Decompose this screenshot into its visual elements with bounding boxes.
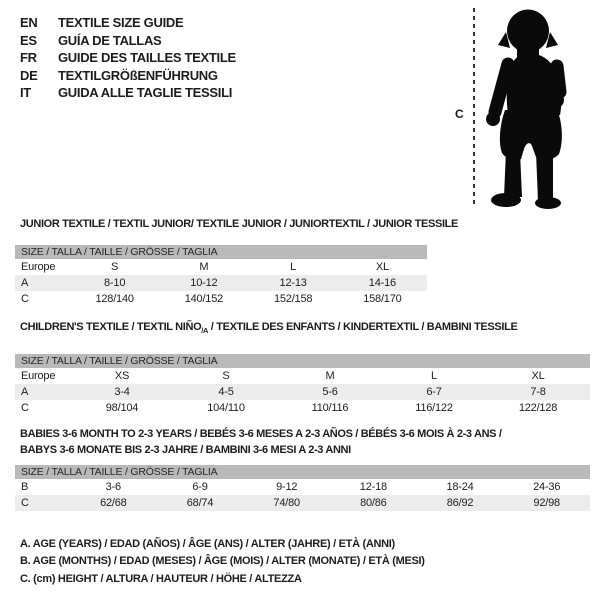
table-row xyxy=(15,368,590,384)
language-row xyxy=(20,14,236,32)
table-cell: 4-5 xyxy=(218,386,234,399)
row-label: C xyxy=(21,497,29,509)
size-table-rows xyxy=(15,479,590,511)
section-title-line2: BABYS 3-6 MONATE BIS 2-3 JAHRE / BAMBINI 3-6 MESI A 2-3 ANNI xyxy=(20,444,351,456)
language-title: GUIDE DES TAILLES TEXTILE xyxy=(58,50,236,65)
table-cell: M xyxy=(325,370,335,383)
toddler-silhouette-image xyxy=(475,0,600,220)
footnote-b: B. AGE (MONTHS) / EDAD (MESES) / ÂGE (MOIS) / ALTER (MONATE) / ETÀ (MESI) xyxy=(20,555,425,568)
language-code: EN xyxy=(20,15,38,30)
language-row xyxy=(20,49,236,67)
size-table-header: SIZE / TALLA / TAILLE / GRÖSSE / TAGLIA xyxy=(15,465,590,479)
table-row xyxy=(15,495,590,511)
section-babies-textile xyxy=(0,426,600,511)
language-title: GUIDA ALLE TAGLIE TESSILI xyxy=(58,85,233,100)
table-cell: 18-24 xyxy=(446,481,474,493)
section-title xyxy=(20,216,600,232)
section-title-subscript: /A xyxy=(201,326,209,336)
language-code: IT xyxy=(20,85,31,100)
section-title xyxy=(20,426,600,442)
table-row xyxy=(15,275,427,291)
language-code: FR xyxy=(20,50,37,65)
table-cell: S xyxy=(111,261,119,273)
table-row xyxy=(15,400,590,416)
table-cell: 86/92 xyxy=(446,497,474,509)
size-table-junior xyxy=(15,245,427,307)
size-table-header: SIZE / TALLA / TAILLE / GRÖSSE / TAGLIA xyxy=(15,245,427,259)
table-cell: 98/104 xyxy=(105,402,139,415)
table-cell: L xyxy=(290,261,297,273)
section-junior-textile xyxy=(0,216,600,307)
table-cell: 3-6 xyxy=(105,481,121,493)
table-cell: XL xyxy=(531,370,545,383)
language-row xyxy=(20,67,236,85)
size-table-header: SIZE / TALLA / TAILLE / GRÖSSE / TAGLIA xyxy=(15,354,590,368)
table-cell: S xyxy=(222,370,230,383)
table-cell: 116/122 xyxy=(415,402,453,415)
size-table-children xyxy=(15,354,590,416)
table-cell: 7-8 xyxy=(530,386,546,399)
language-code: DE xyxy=(20,67,38,83)
table-cell: 14-16 xyxy=(368,277,396,289)
table-cell: 12-13 xyxy=(279,277,307,289)
table-row xyxy=(15,479,590,495)
table-cell: XS xyxy=(114,370,130,383)
row-label: C xyxy=(21,402,29,415)
table-cell: 12-18 xyxy=(359,481,387,493)
language-title: GUÍA DE TALLAS xyxy=(58,32,162,48)
language-code: ES xyxy=(20,32,37,48)
table-cell: 128/140 xyxy=(95,293,134,305)
language-list xyxy=(20,14,236,102)
language-title: TEXTILE SIZE GUIDE xyxy=(58,15,184,30)
table-cell: 92/98 xyxy=(533,497,560,509)
row-label: A xyxy=(21,386,29,399)
table-cell: 104/110 xyxy=(207,402,245,415)
table-cell: 24-36 xyxy=(533,481,561,493)
table-cell: 8-10 xyxy=(104,277,126,289)
table-cell: 140/152 xyxy=(184,293,224,305)
table-cell: 5-6 xyxy=(322,386,338,399)
table-row xyxy=(15,259,427,275)
table-cell: 3-4 xyxy=(114,386,130,399)
row-label: Europe xyxy=(21,370,56,383)
table-cell: 80/86 xyxy=(360,497,387,509)
table-cell: 152/158 xyxy=(273,293,313,305)
table-cell: 158/170 xyxy=(363,293,402,305)
footnote-a: A. AGE (YEARS) / EDAD (AÑOS) / ÂGE (ANS) / ALTER (JAHRE) / ETÀ (ANNI) xyxy=(20,538,395,550)
table-row xyxy=(15,291,427,307)
row-label: B xyxy=(21,481,29,493)
language-title: TEXTILGRÖßENFÜHRUNG xyxy=(58,67,218,83)
table-cell: 68/74 xyxy=(186,497,214,509)
table-cell: 6-9 xyxy=(192,481,208,493)
table-row xyxy=(15,384,590,400)
section-title-text: / TEXTILE DES ENFANTS / KINDERTEXTIL / BAMBINI TESSILE xyxy=(208,321,518,333)
section-childrens-textile xyxy=(0,319,600,416)
table-cell: 10-12 xyxy=(190,277,218,289)
size-table-rows xyxy=(15,368,590,416)
table-cell: 110/116 xyxy=(311,402,349,415)
table-cell: 6-7 xyxy=(426,386,442,399)
height-measure-label: C xyxy=(455,107,464,121)
table-cell: 62/68 xyxy=(100,497,127,509)
language-row xyxy=(20,32,236,50)
table-cell: L xyxy=(431,370,437,383)
row-label: Europe xyxy=(21,261,56,273)
table-cell: 9-12 xyxy=(276,481,298,493)
section-title-text: JUNIOR TEXTILE / TEXTIL JUNIOR/ TEXTILE JUNIOR / JUNIORTEXTIL / JUNIOR TESSILE xyxy=(20,218,459,230)
table-cell: 122/128 xyxy=(518,402,558,415)
row-label: C xyxy=(21,293,29,305)
table-cell: M xyxy=(199,261,209,273)
language-row xyxy=(20,84,236,102)
section-title-text: CHILDREN'S TEXTILE / TEXTIL NIÑO xyxy=(20,321,202,333)
table-cell: XL xyxy=(375,261,389,273)
size-table-babies xyxy=(15,465,590,511)
table-cell: 74/80 xyxy=(273,497,300,509)
section-title-text: BABIES 3-6 MONTH TO 2-3 YEARS / BEBÉS 3-6 MESES A 2-3 AÑOS / BÉBÉS 3-6 MOIS À 2-3 ANS / xyxy=(20,428,502,440)
footnote-c: C. (cm) HEIGHT / ALTURA / HAUTEUR / HÖHE / ALTEZZA xyxy=(20,572,302,585)
footnotes xyxy=(20,536,425,588)
size-table-rows xyxy=(15,259,427,307)
row-label: A xyxy=(21,277,29,289)
section-title xyxy=(20,319,600,339)
